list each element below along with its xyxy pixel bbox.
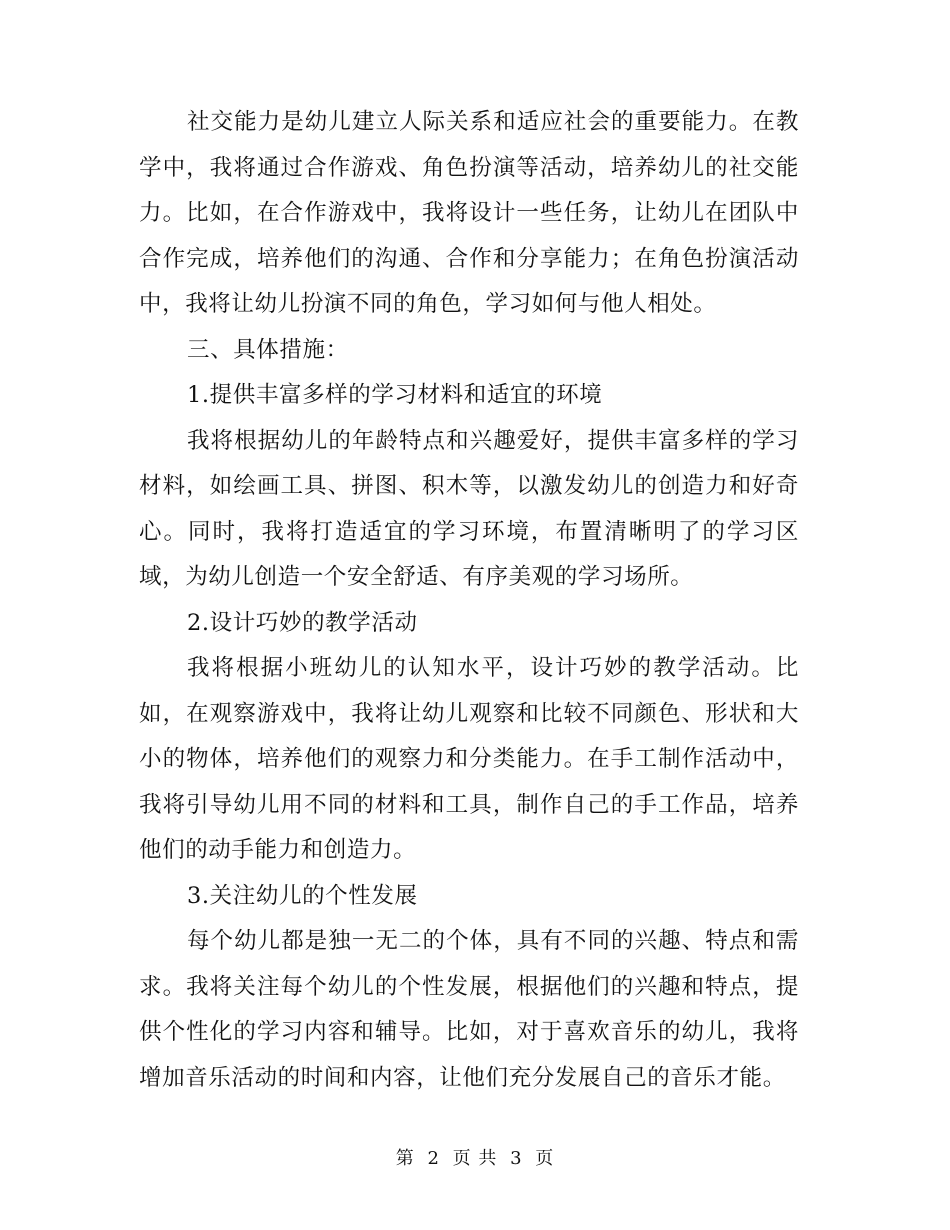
subheading-individual-development: 3.关注幼儿的个性发展 [187,882,418,909]
page-number-footer [0,1147,950,1171]
paragraph-learning-materials: 我将根据幼儿的年龄特点和兴趣爱好，提供丰富多样的学习材料，如绘画工具、拼图、积木等，以激发幼儿的创造力和好奇心。同时，我将打造适宜的学习环境，布置清晰明了的学习区域，为幼儿创造一个安全舒适、有序美观的学习场所。 [139,427,799,590]
section-heading-measures: 三、具体措施： [187,336,349,363]
footer-suffix: 页 [535,1148,555,1169]
paragraph-teaching-activities: 我将根据小班幼儿的认知水平，设计巧妙的教学活动。比如，在观察游戏中，我将让幼儿观察和比较不同颜色、形状和大小的物体，培养他们的观察力和分类能力。在手工制作活动中，我将引导幼儿用不同的材料和工具，制作自己的手工作品，培养他们的动手能力和创造力。 [139,655,799,863]
paragraph-social-ability: 社交能力是幼儿建立人际关系和适应社会的重要能力。在教学中，我将通过合作游戏、角色扮演等活动，培养幼儿的社交能力。比如，在合作游戏中，我将设计一些任务，让幼儿在团队中合作完成，培养他们的沟通、合作和分享能力；在角色扮演活动中，我将让幼儿扮演不同的角色，学习如何与他人相处。 [139,109,799,317]
subheading-teaching-activities: 2.设计巧妙的教学活动 [187,609,418,636]
paragraph-individual-development: 每个幼儿都是独一无二的个体，具有不同的兴趣、特点和需求。我将关注每个幼儿的个性发展，根据他们的兴趣和特点，提供个性化的学习内容和辅导。比如，对于喜欢音乐的幼儿，我将增加音乐活动的时间和内容，让他们充分发展自己的音乐才能。 [139,928,799,1091]
footer-total-pages: 3 [510,1148,523,1169]
footer-current-page: 2 [427,1148,440,1169]
subheading-learning-materials: 1.提供丰富多样的学习材料和适宜的环境 [187,382,603,408]
document-body [139,100,799,1101]
footer-middle: 页 共 [452,1148,498,1169]
footer-prefix: 第 [395,1148,415,1169]
